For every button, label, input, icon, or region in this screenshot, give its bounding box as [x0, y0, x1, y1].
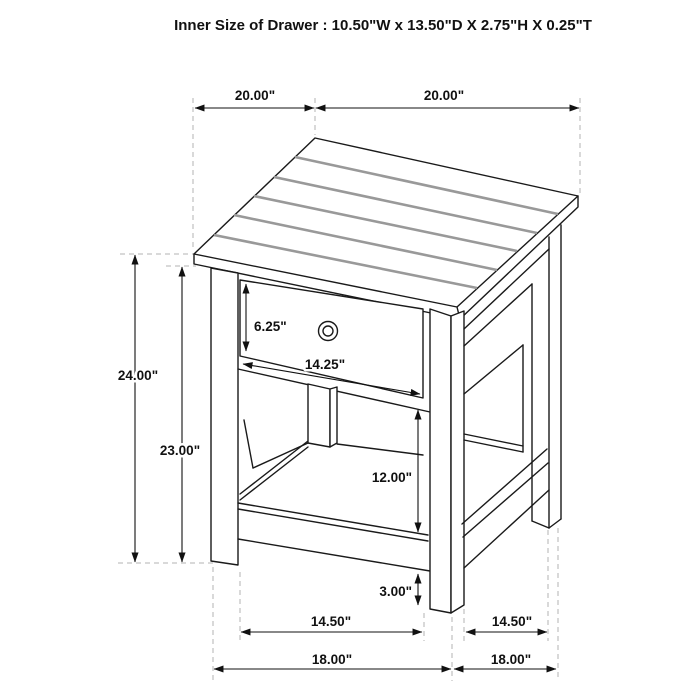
center-post-side [330, 387, 337, 447]
label-top-width-left: 20.00" [234, 88, 276, 103]
shelf-front [238, 503, 430, 571]
table-drawing [194, 138, 578, 613]
label-front-leg-span: 14.50" [310, 614, 352, 629]
drawer-front [240, 280, 423, 398]
rear-right-leg [532, 225, 561, 528]
label-base-width: 18.00" [311, 652, 353, 667]
label-drawer-width: 14.25" [304, 357, 346, 372]
front-right-leg-side [451, 311, 464, 613]
label-side-leg-span: 14.50" [491, 614, 533, 629]
label-shelf-opening: 12.00" [371, 470, 412, 485]
right-side-frame [462, 249, 549, 568]
label-top-width-right: 20.00" [423, 88, 465, 103]
label-overall-height: 24.00" [117, 368, 159, 383]
center-post [308, 384, 330, 447]
front-right-leg [430, 309, 451, 613]
label-drawer-height: 6.25" [254, 319, 287, 334]
label-leg-height: 23.00" [159, 443, 201, 458]
label-bottom-clearance: 3.00" [379, 584, 412, 599]
front-left-leg [211, 268, 238, 565]
label-base-depth: 18.00" [490, 652, 532, 667]
drawing-title: Inner Size of Drawer : 10.50"W x 13.50"D X 2.75"H X 0.25"T [174, 17, 592, 34]
